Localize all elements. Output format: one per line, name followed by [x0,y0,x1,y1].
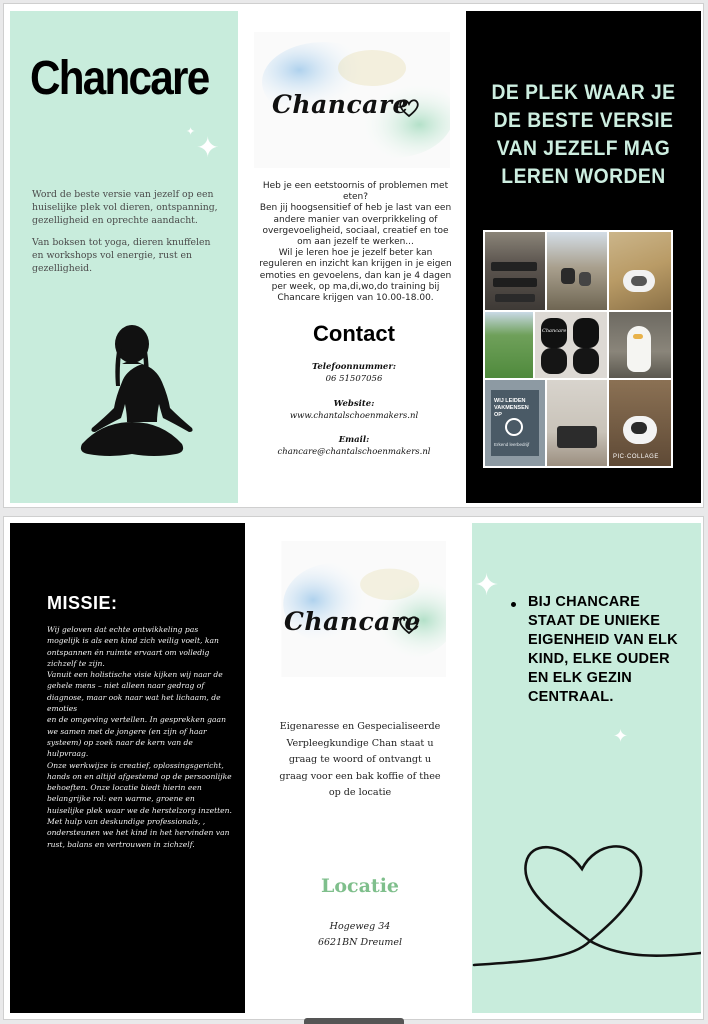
contact-heading: Contact [313,321,395,346]
mission-statement: BIJ CHANCARE STAAT DE UNIEKE EIGENHEID VAN ELK KIND, ELKE OUDER EN ELK GEZIN CENTRAAL. [528,594,678,705]
panel-missie [10,523,245,1013]
logo-text: Chancare [272,90,409,119]
collage-photo-rabbit-cage [609,232,671,310]
photo-collage [483,230,673,468]
collage-photo-boxing-gloves [535,312,607,378]
brand-title: Chancare [30,52,209,105]
intro-paragraph-2: Van boksen tot yoga, dieren knuffelen en workshops vol energie, rust en gezelligheid. [32,237,211,274]
collage-photo-rabbit [609,380,671,466]
email-label: Email: [338,435,370,445]
phone-label: Telefoonnummer: [312,362,396,372]
collage-photo-sign [485,380,545,466]
missie-heading: MISSIE: [47,593,118,613]
brochure-page-outside [3,3,704,508]
sign-text: WIJ LEIDEN VAKMENSEN OP [494,398,529,418]
panel-intro [10,11,238,503]
panel-mission-statement [472,523,701,1013]
collage-photo-duck [609,312,671,378]
meditating-silhouette-icon [62,316,202,466]
headline: DE PLEK WAAR JE DE BESTE VERSIE VAN JEZELF MAG LEREN WORDEN [491,81,676,188]
sparkle-icon: ✦ [196,131,220,164]
sign-subtext: Erkend leerbedrijf [494,442,530,447]
email-link[interactable]: chancare@chantalschoenmakers.nl [277,447,431,457]
website-link[interactable]: www.chantalschoenmakers.nl [289,411,419,421]
missie-text: Wij geloven dat echte ontwikkeling pas mogelijk is als een kind zich veilig voelt, kan ontspannen én ruimte ervaart om volledig zichzelf te zijn. Vanuit een holistische visie kijken wij naar de gehele mens – niet alleen naar gedrag of diagnose, maar ook naar wat het lichaam, de emoties en de omgeving vertellen. In gesprekken gaan we samen met de jongere (en zijn of haar systeem) op zoek naar de kern van de hulpvraag. Onze werkwijze is creatief, oplossingsgericht, hands on en altijd afgestemd op de persoonlijke behoeften. Onze locatie biedt hierin een belangrijke rol: een warme, groene en huiselijke plek waar we de herstelzorg inzetten. Met hulp van deskundige professionals, , ondersteunen we het kind in het hervinden van rust, balans en vertrouwen in zichzelf. [47,625,232,849]
sparkle-icon: ✦ [186,125,196,138]
glove-text: Chancare [542,328,567,334]
panel-headline [466,11,701,503]
logo-text: Chancare [284,607,421,636]
bullet-dot [511,602,516,607]
heart-icon [398,98,420,118]
chancare-logo [254,32,450,168]
address-line-2: 6621BN Dreumel [317,937,403,948]
website-label: Website: [333,399,375,409]
owner-text: Eigenaresse en Gespecialiseerde Verpleegkundige Chan staat u graag te woord of ontvangt u graag voor een bak koffie of thee op de locatie [279,721,441,798]
brochure-page-inside [3,516,704,1020]
collage-photo-gym [485,232,545,310]
locatie-heading: Locatie [321,875,399,897]
phone-value: 06 51507056 [325,374,383,384]
heart-icon [398,615,420,635]
sparkle-icon: ✦ [613,726,629,747]
collage-photo-room [547,380,607,466]
collage-photo-goats [547,232,607,310]
collage-footer: PIC·COLLAGE [613,454,659,460]
intro-paragraph-1: Word de beste versie van jezelf op een huiselijke plek vol dieren, ontspanning, gezelligheid en oprechte aandacht. [32,189,218,226]
intro-questions: Heb je een eetstoornis of problemen met eten? Ben jij hoogsensitief of heb je last van een andere manier van overprikkeling of overgevoeligheid, sociaal, creatief en toe om aan jezelf te werken... Wil je leren hoe je jezelf beter kan reguleren en inzicht kan krijgen in je eigen emoties en gevoelens, dan kan je 4 dagen per week, op ma,di,wo,do training bij Chancare krijgen van 10.00-18.00. [259,181,452,304]
collage-photo-garden [485,312,533,378]
panel-info [244,11,464,503]
address-line-1: Hogeweg 34 [329,921,391,932]
page-divider [304,1018,404,1024]
panel-owner [250,523,470,1013]
heart-line-drawing-icon [472,833,701,973]
sparkle-icon: ✦ [474,568,500,603]
chancare-logo [270,541,446,679]
